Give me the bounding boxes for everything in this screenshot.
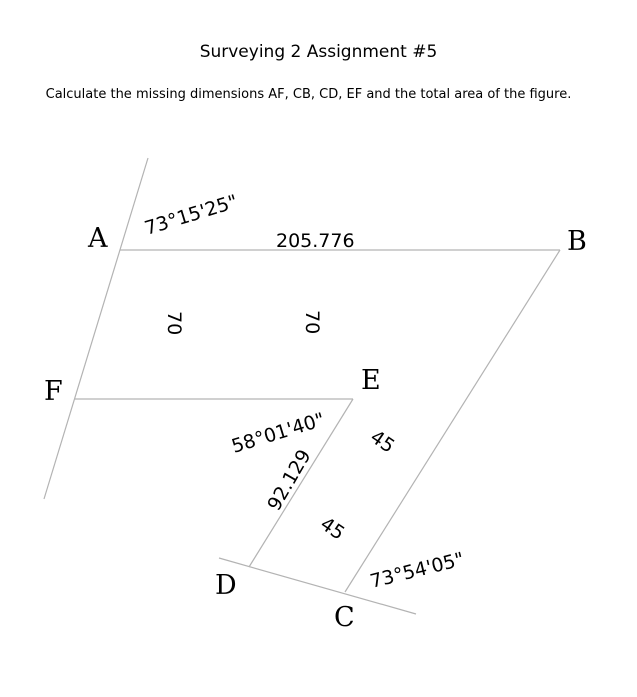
line-bc — [345, 250, 560, 592]
dimension-label-e-side: 45 — [366, 425, 399, 458]
dimension-label-de: 92.129 — [263, 445, 316, 515]
angle-label-c: 73°54'05" — [367, 548, 467, 593]
line-af-extended — [44, 158, 148, 499]
dimension-label-dc: 45 — [316, 512, 349, 545]
dimension-label-offset-left: 70 — [163, 311, 185, 336]
point-label-f: F — [44, 376, 63, 407]
point-label-d: D — [215, 570, 237, 601]
angle-label-e: 58°01'40" — [229, 408, 328, 458]
point-label-e: E — [361, 365, 381, 396]
point-label-c: C — [334, 602, 355, 633]
point-label-b: B — [567, 226, 587, 257]
instructions-text: Calculate the missing dimensions AF, CB, CD, EF and the total area of the figure. — [45, 87, 572, 102]
point-label-a: A — [88, 223, 108, 254]
page-title: Surveying 2 Assignment #5 — [199, 42, 438, 62]
angle-label-a: 73°15'25" — [142, 190, 241, 240]
dimension-label-offset-mid: 70 — [301, 310, 323, 335]
dimension-label-ab: 205.776 — [276, 230, 355, 252]
